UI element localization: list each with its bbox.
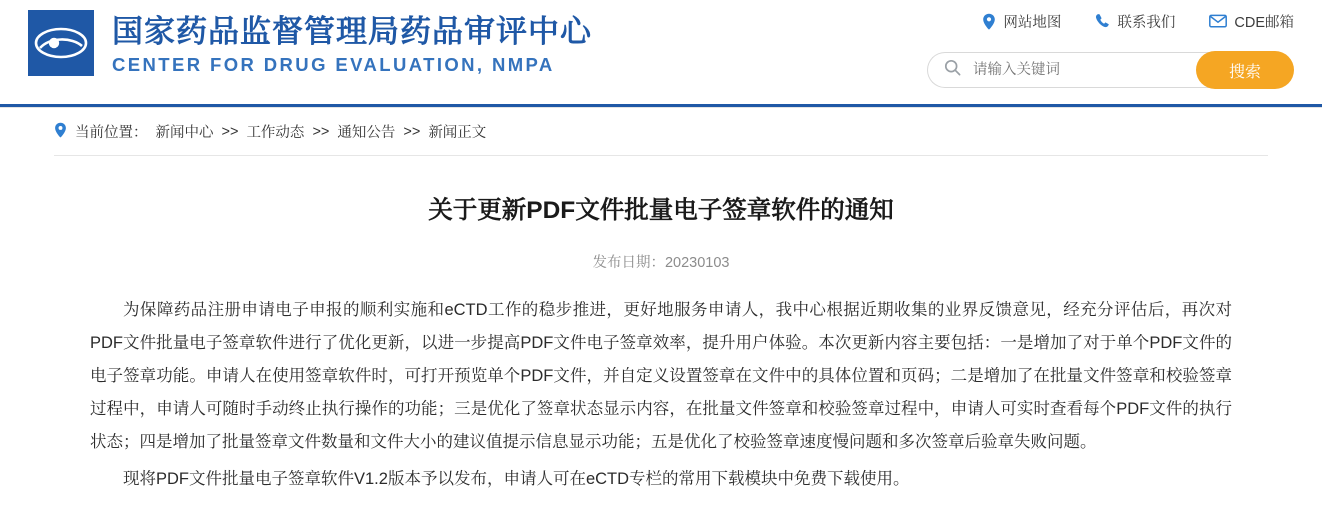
site-title-cn: 国家药品监督管理局药品审评中心 bbox=[112, 14, 592, 49]
search-input[interactable] bbox=[971, 61, 1207, 79]
breadcrumb-item-work-updates[interactable]: 工作动态 bbox=[246, 125, 305, 141]
search-bar bbox=[927, 51, 1294, 89]
article-paragraph: 现将PDF文件批量电子签章软件V1.2版本予以发布，申请人可在eCTD专栏的常用下载模块中免费下载使用。 bbox=[123, 470, 910, 488]
search-button[interactable]: 搜索 bbox=[1196, 51, 1294, 89]
article-paragraph: 为保障药品注册申请电子申报的顺利实施和eCTD工作的稳步推进，更好地服务申请人，我中心根据近期收集的业界反馈意见，经充分评估后，再次对PDF文件批量电子签章软件进行了优化更新，以进一步提高PDF文件电子签章效率，提升用户体验。本次更新内容主要包括：一是增加了对于单个PDF文件的电子签章功能。申请人在使用签章软件时，可打开预览单个PDF文件，并自定义设置签章在文件中的具体位置和页码；二是增加了在批量文件签章和校验签章过程中，申请人可随时手动终止执行操作的功能；三是优化了签章状态显示内容，在批量文件签章和校验签章过程中，申请人可实时查看每个PDF文件的执行状态；四是增加了批量签章文件数量和文件大小的建议值提示信息显示功能；五是优化了校验签章速度慢问题和多次签章后验章失败问题。 bbox=[90, 301, 1232, 451]
mail-icon bbox=[1209, 14, 1227, 28]
location-pin-icon bbox=[54, 122, 67, 142]
publish-date-value: 20230103 bbox=[664, 255, 730, 271]
top-link-list bbox=[982, 8, 1294, 34]
publish-date-label: 发布日期： bbox=[592, 255, 665, 271]
cde-eye-logo-icon bbox=[28, 10, 94, 76]
page-title: 关于更新PDF文件批量电子签章软件的通知 bbox=[428, 197, 894, 224]
breadcrumb-item-announcements[interactable]: 通知公告 bbox=[337, 125, 396, 141]
top-link-label: 联系我们 bbox=[1117, 14, 1176, 31]
breadcrumb bbox=[54, 108, 1268, 156]
breadcrumb-item-article[interactable]: 新闻正文 bbox=[428, 125, 487, 141]
top-link-mail[interactable] bbox=[1209, 11, 1294, 32]
publish-date bbox=[90, 251, 1232, 272]
site-title-en: CENTER FOR DRUG EVALUATION, NMPA bbox=[112, 54, 555, 75]
search-box[interactable] bbox=[927, 52, 1215, 88]
search-icon bbox=[944, 59, 961, 81]
location-pin-icon bbox=[982, 13, 996, 30]
top-link-label: 网站地图 bbox=[1003, 14, 1062, 31]
top-link-label: CDE邮箱 bbox=[1234, 14, 1294, 31]
top-link-contact[interactable] bbox=[1095, 11, 1175, 32]
breadcrumb-item-news-center[interactable]: 新闻中心 bbox=[155, 125, 214, 141]
breadcrumb-separator: >> bbox=[312, 123, 330, 140]
article-body bbox=[90, 294, 1232, 496]
site-header bbox=[0, 0, 1322, 104]
breadcrumb-separator: >> bbox=[221, 123, 239, 140]
site-logo[interactable] bbox=[28, 0, 592, 78]
breadcrumb-label: 当前位置： bbox=[75, 125, 148, 141]
top-link-sitemap[interactable] bbox=[982, 11, 1061, 32]
breadcrumb-separator: >> bbox=[403, 123, 421, 140]
article bbox=[0, 194, 1322, 496]
phone-icon bbox=[1095, 13, 1110, 29]
header-right bbox=[927, 0, 1294, 89]
breadcrumb-wrapper bbox=[0, 108, 1322, 156]
logo-text-block bbox=[112, 10, 592, 78]
